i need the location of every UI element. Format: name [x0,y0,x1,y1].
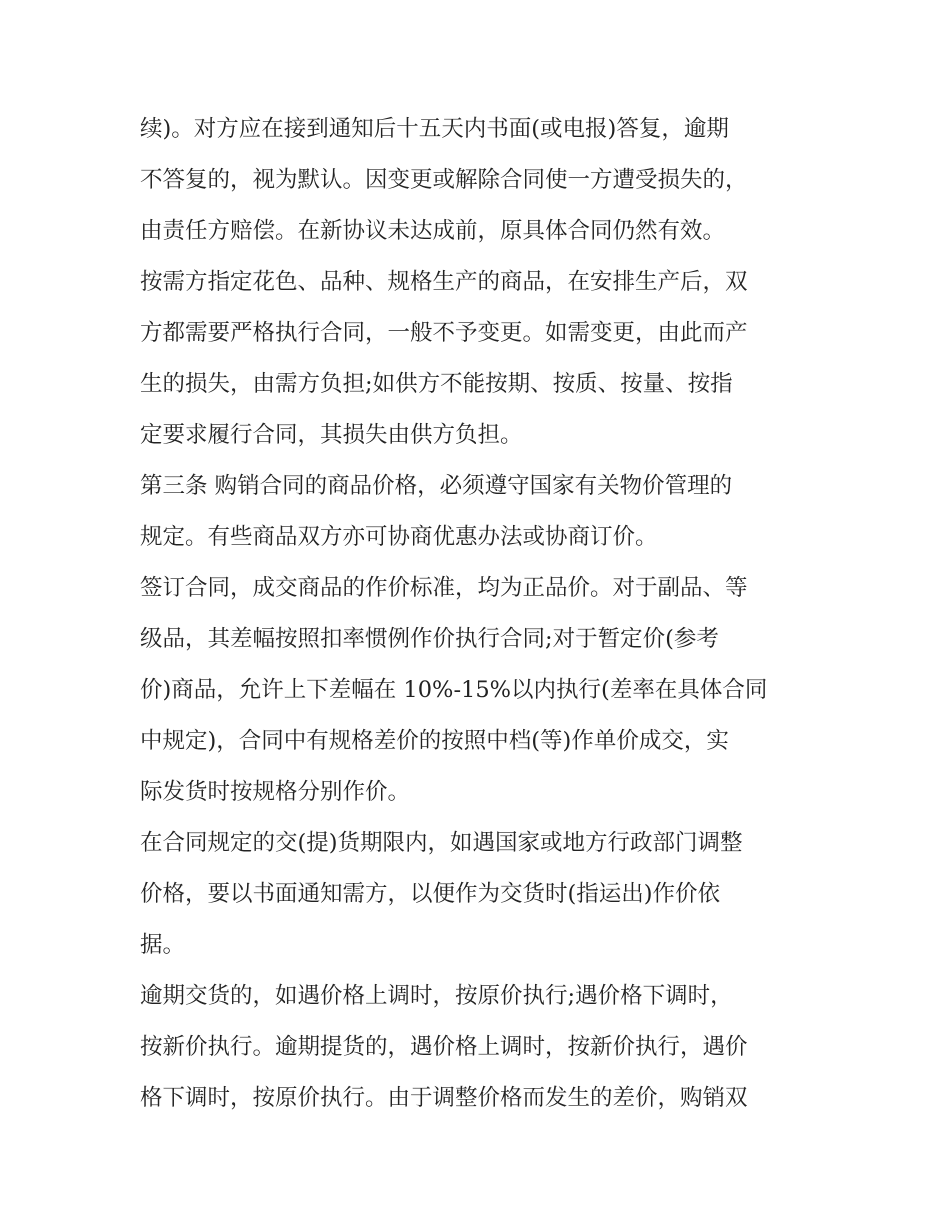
text-line: 中规定)，合同中有规格差价的按照中档(等)作单价成交，实 [140,728,729,754]
text-line: 第三条 购销合同的商品价格，必须遵守国家有关物价管理的 [140,473,733,499]
text-line: 签订合同，成交商品的作价标准，均为正品价。对于副品、等 [140,575,748,601]
paragraph-overdue-delivery [140,971,820,1124]
text-line: 定要求履行合同，其损失由供方负担。 [140,422,523,448]
document-body [140,104,820,1124]
text-line: 在合同规定的交(提)货期限内，如遇国家或地方行政部门调整 [140,830,743,856]
text-line: 由责任方赔偿。在新协议未达成前，原具体合同仍然有效。 [140,218,726,244]
text-line: 不答复的，视为默认。因变更或解除合同使一方遭受损失的， [140,167,748,193]
text-line: 逾期交货的，如遇价格上调时，按原价执行;遇价格下调时， [140,983,733,1009]
paragraph-change-notice [140,104,820,257]
paragraph-article-three [140,461,820,563]
text-line: 按需方指定花色、品种、规格生产的商品，在安排生产后，双 [140,269,748,295]
text-line: 格下调时，按原价执行。由于调整价格而发生的差价，购销双 [140,1085,748,1111]
text-line: 生的损失，由需方负担;如供方不能按期、按质、按量、按指 [140,371,733,397]
paragraph-specified-goods [140,257,820,461]
text-line: 续)。对方应在接到通知后十五天内书面(或电报)答复，逾期 [140,116,729,142]
paragraph-pricing-standard [140,563,820,818]
paragraph-price-adjustment [140,818,820,971]
text-line: 规定。有些商品双方亦可协商优惠办法或协商订价。 [140,524,658,550]
text-line: 际发货时按规格分别作价。 [140,779,411,805]
text-line: 价)商品，允许上下差幅在 10%-15%以内执行(差率在具体合同 [140,677,768,703]
text-line: 方都需要严格执行合同，一般不予变更。如需变更，由此而产 [140,320,748,346]
text-line: 级品，其差幅按照扣率惯例作价执行合同;对于暂定价(参考 [140,626,719,652]
text-line: 据。 [140,932,186,958]
text-line: 按新价执行。逾期提货的，遇价格上调时，按新价执行，遇价 [140,1034,748,1060]
text-line: 价格，要以书面通知需方，以便作为交货时(指运出)作价依 [140,881,721,907]
